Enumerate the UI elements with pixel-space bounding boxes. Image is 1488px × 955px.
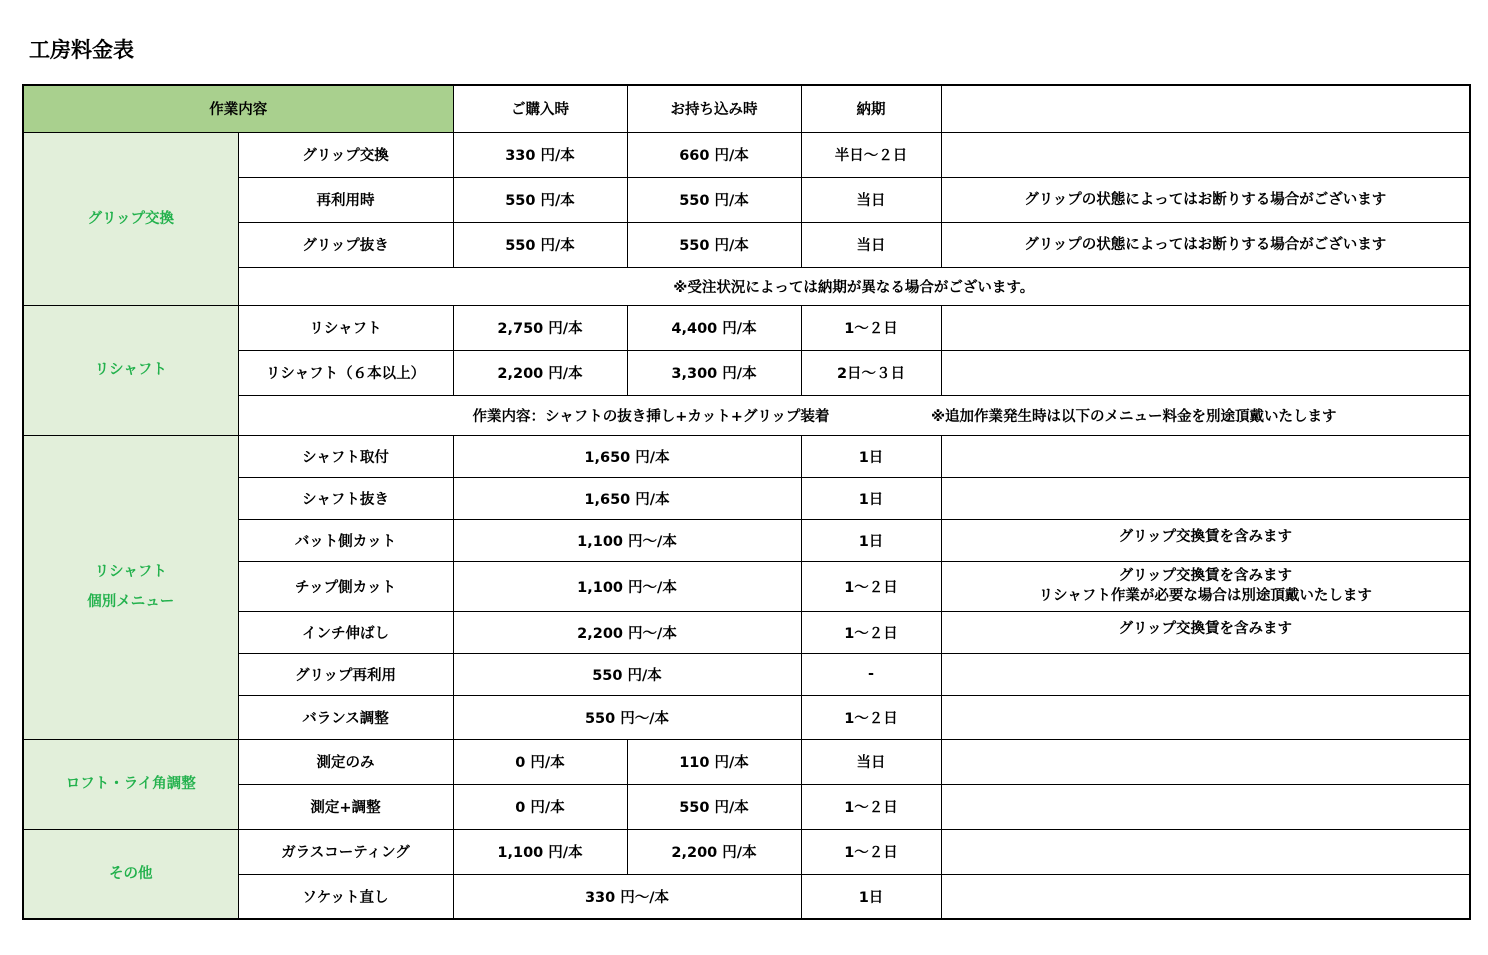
header-purchase: ご購入時 bbox=[453, 85, 627, 132]
note bbox=[941, 739, 1470, 784]
price: 550 円～/本 bbox=[453, 695, 801, 739]
category-reshaft: リシャフト bbox=[23, 305, 238, 435]
row-name: シャフト取付 bbox=[238, 435, 453, 477]
category-menu bbox=[23, 435, 238, 739]
row-name: チップ側カット bbox=[238, 561, 453, 611]
note bbox=[941, 784, 1470, 829]
price: 330 円～/本 bbox=[453, 874, 801, 919]
table-row bbox=[23, 784, 1470, 829]
table-row bbox=[23, 519, 1470, 561]
table-row bbox=[23, 435, 1470, 477]
category-menu-line1: リシャフト bbox=[94, 564, 167, 580]
price-purchase: 0 円/本 bbox=[453, 784, 627, 829]
note: グリップ交換賃を含みます bbox=[941, 611, 1470, 653]
table-row bbox=[23, 132, 1470, 177]
note-line1: グリップ交換賃を含みます bbox=[1118, 568, 1292, 584]
table-row bbox=[23, 350, 1470, 395]
row-name: バランス調整 bbox=[238, 695, 453, 739]
row-name: リシャフト（６本以上） bbox=[238, 350, 453, 395]
price-bring: 550 円/本 bbox=[627, 222, 801, 267]
delivery: 1～２日 bbox=[801, 695, 941, 739]
delivery: 当日 bbox=[801, 222, 941, 267]
price-bring: 550 円/本 bbox=[627, 784, 801, 829]
delivery: 1～２日 bbox=[801, 561, 941, 611]
note: グリップ交換賃を含みます bbox=[941, 519, 1470, 561]
note bbox=[941, 132, 1470, 177]
table-row bbox=[23, 695, 1470, 739]
price-table bbox=[22, 84, 1471, 920]
note bbox=[941, 350, 1470, 395]
row-name: バット側カット bbox=[238, 519, 453, 561]
delivery: 当日 bbox=[801, 177, 941, 222]
reshaft-footnote-left: 作業内容：シャフトの抜き挿し+カット+グリップ装着 bbox=[472, 408, 830, 425]
category-other: その他 bbox=[23, 829, 238, 919]
price: 550 円/本 bbox=[453, 653, 801, 695]
table-row bbox=[23, 305, 1470, 350]
row-name: ソケット直し bbox=[238, 874, 453, 919]
note bbox=[941, 874, 1470, 919]
row-name: 測定のみ bbox=[238, 739, 453, 784]
delivery: 1～２日 bbox=[801, 829, 941, 874]
reshaft-footnote-right: ※追加作業発生時は以下のメニュー料金を別途頂戴いたします bbox=[930, 408, 1337, 425]
category-loft: ロフト・ライ角調整 bbox=[23, 739, 238, 829]
price-purchase: 1,100 円/本 bbox=[453, 829, 627, 874]
delivery: 1～２日 bbox=[801, 305, 941, 350]
table-row bbox=[23, 395, 1470, 435]
price: 1,100 円～/本 bbox=[453, 561, 801, 611]
delivery: 1～２日 bbox=[801, 784, 941, 829]
table-header-row bbox=[23, 85, 1470, 132]
category-menu-line2: 個別メニュー bbox=[87, 594, 175, 610]
price-bring: 2,200 円/本 bbox=[627, 829, 801, 874]
delivery: 1日 bbox=[801, 435, 941, 477]
delivery: 1日 bbox=[801, 519, 941, 561]
row-name: グリップ抜き bbox=[238, 222, 453, 267]
table-row bbox=[23, 561, 1470, 611]
delivery: 当日 bbox=[801, 739, 941, 784]
price: 1,100 円～/本 bbox=[453, 519, 801, 561]
row-name: 再利用時 bbox=[238, 177, 453, 222]
table-row bbox=[23, 653, 1470, 695]
price-purchase: 550 円/本 bbox=[453, 177, 627, 222]
row-name: リシャフト bbox=[238, 305, 453, 350]
price-bring: 3,300 円/本 bbox=[627, 350, 801, 395]
price-purchase: 0 円/本 bbox=[453, 739, 627, 784]
note bbox=[941, 695, 1470, 739]
price-purchase: 550 円/本 bbox=[453, 222, 627, 267]
price: 1,650 円/本 bbox=[453, 435, 801, 477]
price-purchase: 330 円/本 bbox=[453, 132, 627, 177]
reshaft-footnote bbox=[238, 395, 1470, 435]
row-name: グリップ交換 bbox=[238, 132, 453, 177]
price: 1,650 円/本 bbox=[453, 477, 801, 519]
price-purchase: 2,200 円/本 bbox=[453, 350, 627, 395]
grip-footnote: ※受注状況によっては納期が異なる場合がございます。 bbox=[238, 267, 1470, 305]
table-row bbox=[23, 267, 1470, 305]
row-name: シャフト抜き bbox=[238, 477, 453, 519]
table-row bbox=[23, 222, 1470, 267]
price-purchase: 2,750 円/本 bbox=[453, 305, 627, 350]
row-name: 測定+調整 bbox=[238, 784, 453, 829]
note-line2: リシャフト作業が必要な場合は別途頂戴いたします bbox=[1038, 588, 1372, 604]
table-row bbox=[23, 739, 1470, 784]
header-work: 作業内容 bbox=[23, 85, 453, 132]
table-row bbox=[23, 477, 1470, 519]
delivery: - bbox=[801, 653, 941, 695]
note: グリップの状態によってはお断りする場合がございます bbox=[941, 177, 1470, 222]
row-name: グリップ再利用 bbox=[238, 653, 453, 695]
delivery: 半日～２日 bbox=[801, 132, 941, 177]
note bbox=[941, 477, 1470, 519]
table-row bbox=[23, 611, 1470, 653]
price-bring: 110 円/本 bbox=[627, 739, 801, 784]
price: 2,200 円～/本 bbox=[453, 611, 801, 653]
price-bring: 550 円/本 bbox=[627, 177, 801, 222]
row-name: インチ伸ばし bbox=[238, 611, 453, 653]
price-bring: 4,400 円/本 bbox=[627, 305, 801, 350]
note bbox=[941, 829, 1470, 874]
delivery: 1～２日 bbox=[801, 611, 941, 653]
note bbox=[941, 435, 1470, 477]
table-row bbox=[23, 874, 1470, 919]
table-row bbox=[23, 177, 1470, 222]
page-title: 工房料金表 bbox=[29, 38, 134, 62]
header-bring: お持ち込み時 bbox=[627, 85, 801, 132]
note bbox=[941, 561, 1470, 611]
row-name: ガラスコーティング bbox=[238, 829, 453, 874]
delivery: 2日～３日 bbox=[801, 350, 941, 395]
table-row bbox=[23, 829, 1470, 874]
header-notes bbox=[941, 85, 1470, 132]
note bbox=[941, 653, 1470, 695]
header-delivery: 納期 bbox=[801, 85, 941, 132]
price-bring: 660 円/本 bbox=[627, 132, 801, 177]
note bbox=[941, 305, 1470, 350]
note: グリップの状態によってはお断りする場合がございます bbox=[941, 222, 1470, 267]
category-grip: グリップ交換 bbox=[23, 132, 238, 305]
delivery: 1日 bbox=[801, 874, 941, 919]
delivery: 1日 bbox=[801, 477, 941, 519]
